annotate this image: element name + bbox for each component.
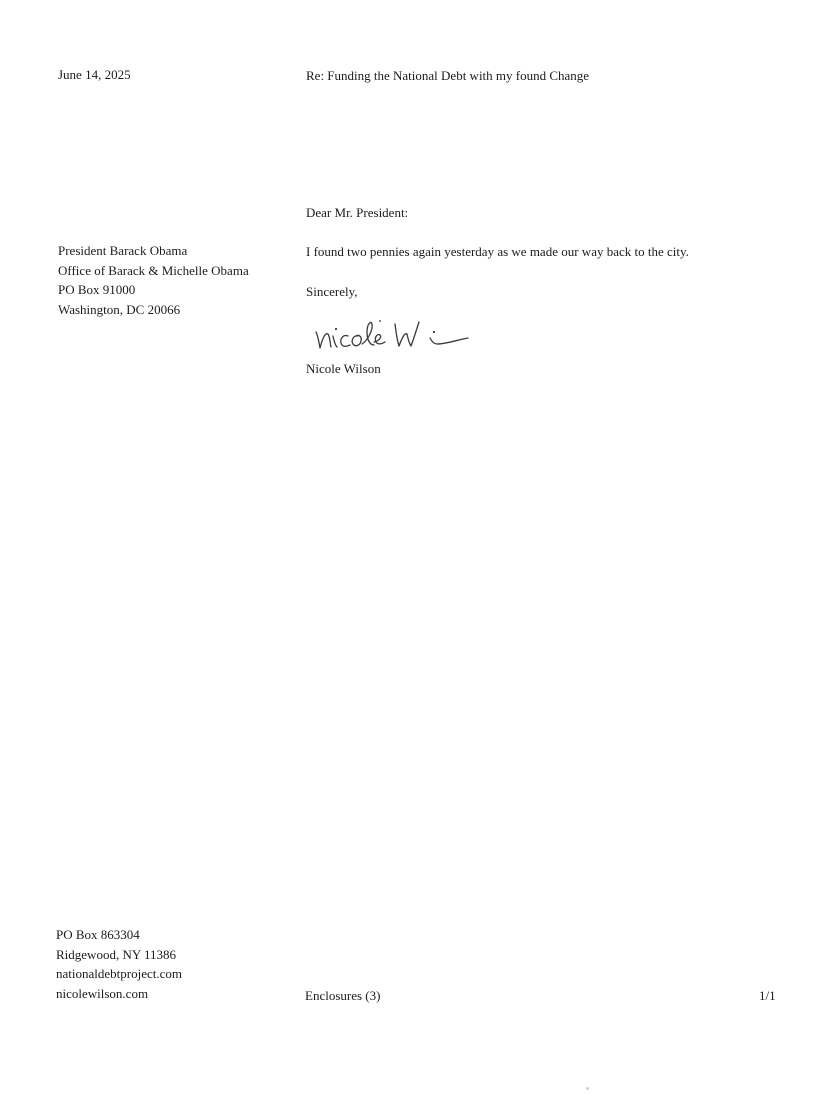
sender-line: PO Box 863304 (56, 927, 140, 942)
recipient-line: PO Box 91000 (58, 282, 136, 297)
closing: Sincerely, (306, 284, 358, 299)
recipient-line: Washington, DC 20066 (58, 301, 181, 317)
recipient-line: President Barack Obama (58, 243, 188, 258)
signer-name: Nicole Wilson (306, 361, 381, 376)
sender-address (56, 925, 182, 1003)
sender-line: nationaldebtproject.com (56, 966, 182, 981)
sender-line: nicolewilson.com (56, 985, 149, 1001)
letter-date: June 14, 2025 (58, 67, 131, 82)
recipient-line: Office of Barack & Michelle Obama (58, 262, 249, 278)
letter-subject: Re: Funding the National Debt with my found Change (306, 68, 590, 83)
salutation: Dear Mr. President: (306, 205, 409, 220)
sender-line: Ridgewood, NY 11386 (56, 946, 177, 962)
page-number: 1/1 (759, 988, 776, 1003)
scan-speck (586, 1087, 589, 1090)
recipient-address (58, 241, 249, 319)
enclosures-note: Enclosures (3) (305, 988, 381, 1003)
signature-image (312, 312, 478, 356)
letter-body: I found two pennies again yesterday as we made our way back to the city. (306, 244, 689, 259)
